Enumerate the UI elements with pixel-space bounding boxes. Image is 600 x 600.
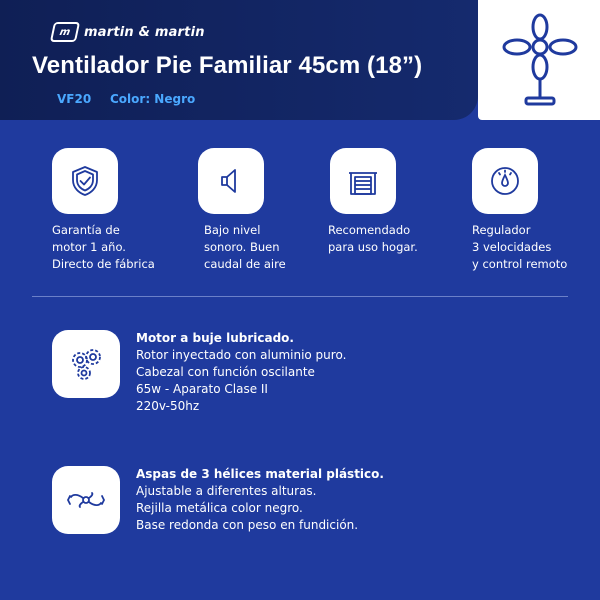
feature-noise: [198, 148, 348, 273]
speaker-icon: [198, 148, 264, 214]
product-color: Color: Negro: [110, 92, 196, 106]
speed-dial-icon: [472, 148, 538, 214]
product-title: Ventilador Pie Familiar 45cm (18”): [32, 52, 423, 79]
brand: [52, 22, 205, 42]
detail-line: Base redonda con peso en fundición.: [136, 518, 359, 532]
gears-icon: [52, 330, 120, 398]
detail-title: Motor a buje lubricado.: [136, 331, 294, 345]
detail-line: Ajustable a diferentes alturas.: [136, 484, 317, 498]
feature-text: Garantía de motor 1 año. Directo de fábrica: [52, 223, 155, 271]
feature-warranty: [52, 148, 202, 273]
detail-line: Rotor inyectado con aluminio puro.: [136, 348, 347, 362]
feature-text: Bajo nivel sonoro. Buen caudal de aire: [204, 223, 286, 271]
brand-name: martin & martin: [84, 24, 205, 40]
feature-home: [330, 148, 480, 256]
detail-title: Aspas de 3 hélices material plástico.: [136, 467, 384, 481]
detail-line: 65w - Aparato Clase II: [136, 382, 268, 396]
header-banner: [0, 0, 478, 120]
shield-check-icon: [52, 148, 118, 214]
standing-fan-icon: [500, 10, 580, 110]
brand-logo-icon: m: [50, 22, 80, 42]
feature-text: Recomendado para uso hogar.: [328, 223, 418, 254]
garage-icon: [330, 148, 396, 214]
feature-regulator: [472, 148, 600, 273]
section-divider: [32, 296, 568, 297]
detail-line: Rejilla metálica color negro.: [136, 501, 303, 515]
detail-line: Cabezal con función oscilante: [136, 365, 315, 379]
model-code: VF20: [57, 92, 92, 106]
detail-line: 220v-50hz: [136, 399, 200, 413]
feature-text: Regulador 3 velocidades y control remoto: [472, 223, 568, 271]
product-icon-box: [478, 0, 600, 120]
fan-blades-icon: [52, 466, 120, 534]
